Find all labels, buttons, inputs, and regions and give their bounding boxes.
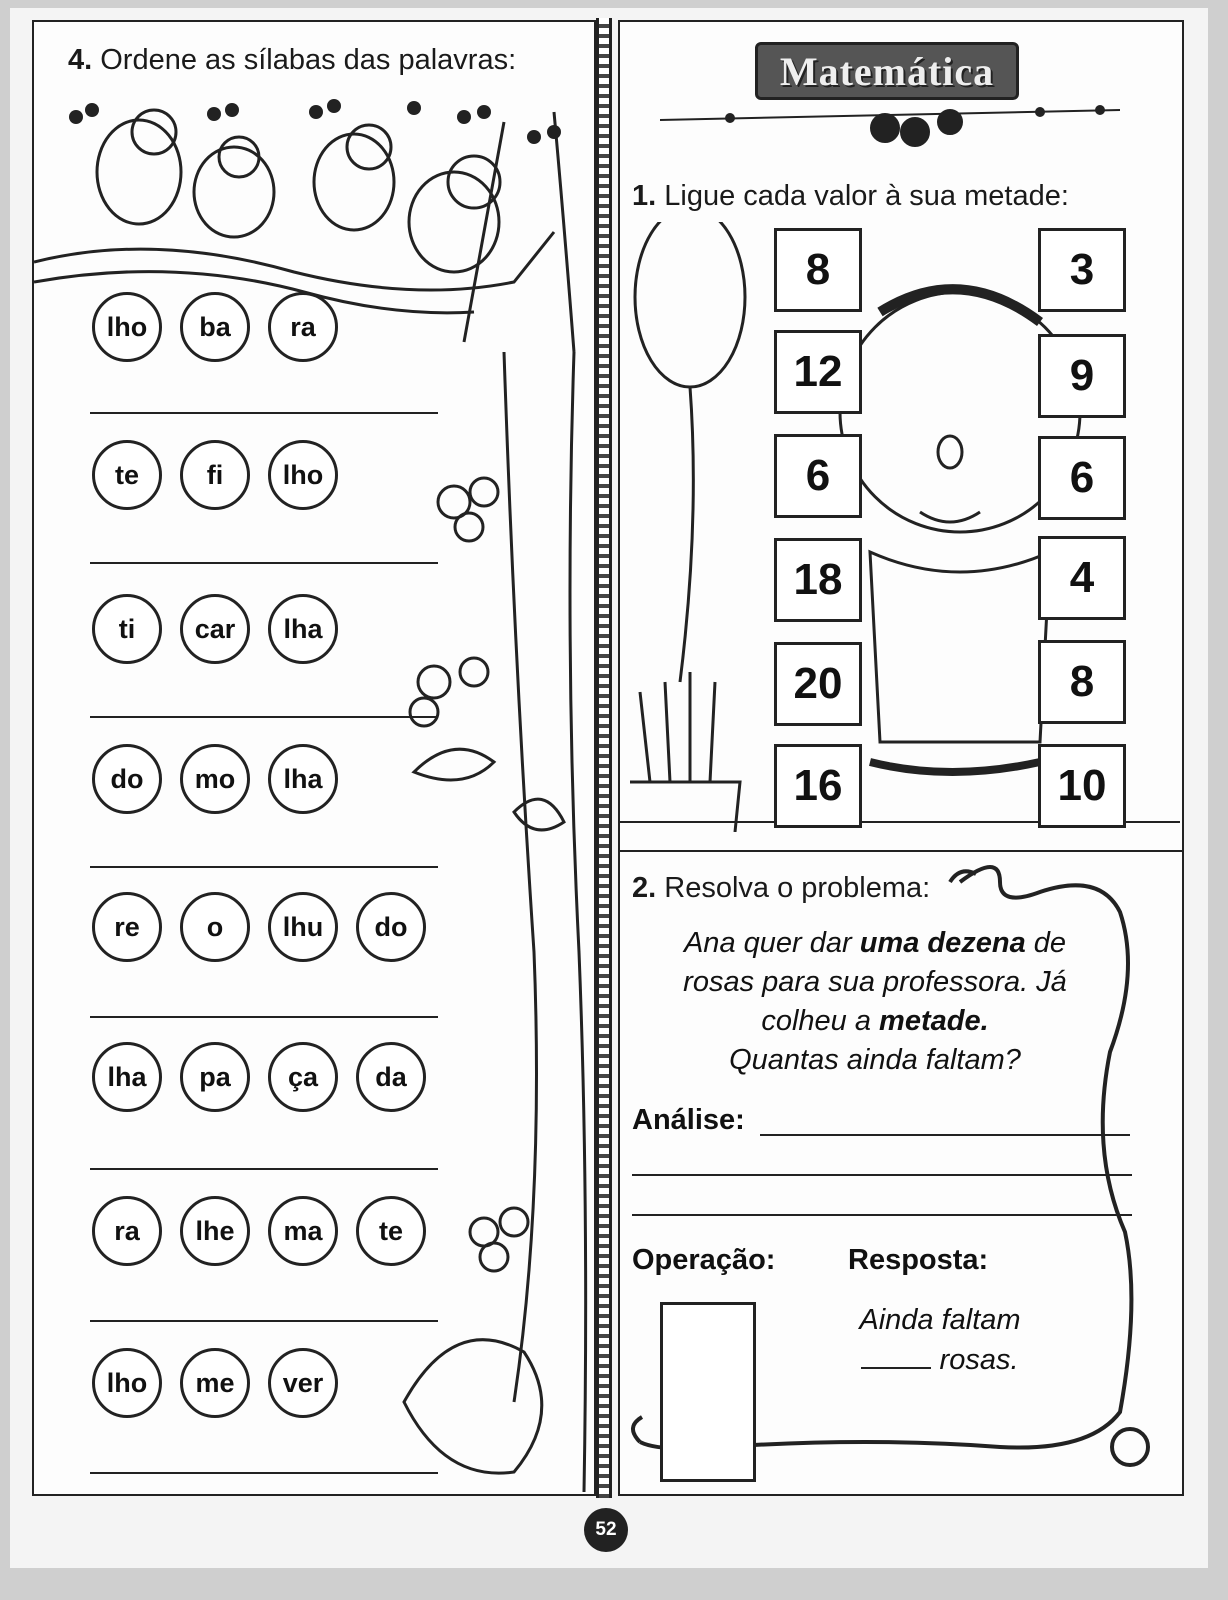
girl-balloon-illustration [620, 222, 1180, 832]
exercise-1-text: Ligue cada valor à sua metade: [664, 180, 1069, 212]
syllable-circle: re [92, 892, 162, 962]
answer-line-2[interactable] [90, 562, 438, 564]
answer-line-4[interactable] [90, 866, 438, 868]
syllable-row-3 [92, 594, 338, 664]
problem-emphasis: uma dezena [859, 927, 1026, 959]
exercise-2-text: Resolva o problema: [664, 872, 931, 904]
answer-line-1[interactable] [90, 412, 438, 414]
answer-line-7[interactable] [90, 1320, 438, 1322]
half-box[interactable]: 3 [1038, 228, 1126, 312]
center-divider [596, 18, 612, 1498]
logo-ornament [660, 100, 1120, 150]
exercise-4-title [68, 44, 516, 77]
syllable-circle: me [180, 1348, 250, 1418]
analise-label: Análise: [632, 1104, 745, 1136]
answer-line-3[interactable] [90, 716, 438, 718]
problem-text: de rosas para sua professora. Já colheu a [683, 927, 1067, 1037]
answer-line-8[interactable] [90, 1472, 438, 1474]
exercise-2-title [632, 872, 930, 905]
syllable-circle: pa [180, 1042, 250, 1112]
syllable-circle: ti [92, 594, 162, 664]
analise-line-3[interactable] [632, 1214, 1132, 1216]
syllable-circle: lha [268, 744, 338, 814]
syllable-circle: ba [180, 292, 250, 362]
value-box[interactable]: 8 [774, 228, 862, 312]
syllable-row-1 [92, 292, 338, 362]
syllable-circle: do [356, 892, 426, 962]
syllable-exercise-panel [32, 20, 596, 1496]
syllable-circle: lho [92, 1348, 162, 1418]
syllable-circle: do [92, 744, 162, 814]
exercise-4-number: 4. [68, 44, 93, 76]
syllable-circle: o [180, 892, 250, 962]
syllable-row-8 [92, 1348, 338, 1418]
half-box[interactable]: 4 [1038, 536, 1126, 620]
problem-text: Ana quer dar [683, 927, 860, 959]
syllable-circle: lho [92, 292, 162, 362]
answer-sentence [810, 1300, 1070, 1380]
halves-exercise-panel [618, 20, 1184, 852]
value-box[interactable]: 20 [774, 642, 862, 726]
syllable-circle: fi [180, 440, 250, 510]
answer-line-text: rosas. [939, 1344, 1019, 1376]
syllable-circle: ra [268, 292, 338, 362]
operation-box[interactable] [660, 1302, 756, 1482]
operacao-label: Operação: [632, 1244, 776, 1276]
answer-line-text: Ainda faltam [859, 1304, 1021, 1336]
syllable-row-7 [92, 1196, 426, 1266]
syllable-circle: te [92, 440, 162, 510]
syllable-circle: lhu [268, 892, 338, 962]
syllable-circle: ver [268, 1348, 338, 1418]
matematica-logo: Matemática [755, 42, 1019, 100]
half-box[interactable]: 10 [1038, 744, 1126, 828]
problem-question: Quantas ainda faltam? [729, 1044, 1021, 1076]
syllable-row-4 [92, 744, 338, 814]
problem-emphasis: metade. [879, 1005, 989, 1037]
syllable-row-2 [92, 440, 338, 510]
value-box[interactable]: 6 [774, 434, 862, 518]
half-box[interactable]: 9 [1038, 334, 1126, 418]
page-number: 52 [584, 1508, 628, 1552]
syllable-circle: ra [92, 1196, 162, 1266]
syllable-circle: lha [92, 1042, 162, 1112]
value-box[interactable]: 12 [774, 330, 862, 414]
resposta-label: Resposta: [848, 1244, 989, 1276]
exercise-2-number: 2. [632, 872, 657, 904]
value-box[interactable]: 16 [774, 744, 862, 828]
answer-blank[interactable] [861, 1343, 931, 1369]
value-box[interactable]: 18 [774, 538, 862, 622]
half-box[interactable]: 8 [1038, 640, 1126, 724]
problem-exercise-panel [618, 850, 1184, 1496]
syllable-circle: ça [268, 1042, 338, 1112]
syllable-row-5 [92, 892, 426, 962]
analise-line-1[interactable] [760, 1134, 1130, 1136]
exercise-1-number: 1. [632, 180, 657, 212]
analise-line-2[interactable] [632, 1174, 1132, 1176]
syllable-circle: ma [268, 1196, 338, 1266]
syllable-circle: lha [268, 594, 338, 664]
answer-line-6[interactable] [90, 1168, 438, 1170]
syllable-row-6 [92, 1042, 426, 1112]
syllable-circle: car [180, 594, 250, 664]
syllable-circle: lho [268, 440, 338, 510]
problem-statement [660, 924, 1090, 1080]
syllable-circle: mo [180, 744, 250, 814]
half-box[interactable]: 6 [1038, 436, 1126, 520]
syllable-circle: te [356, 1196, 426, 1266]
exercise-1-title [632, 180, 1069, 213]
worksheet-page [10, 8, 1208, 1568]
exercise-4-text: Ordene as sílabas das palavras: [100, 44, 517, 76]
answer-line-5[interactable] [90, 1016, 438, 1018]
syllable-circle: da [356, 1042, 426, 1112]
syllable-circle: lhe [180, 1196, 250, 1266]
